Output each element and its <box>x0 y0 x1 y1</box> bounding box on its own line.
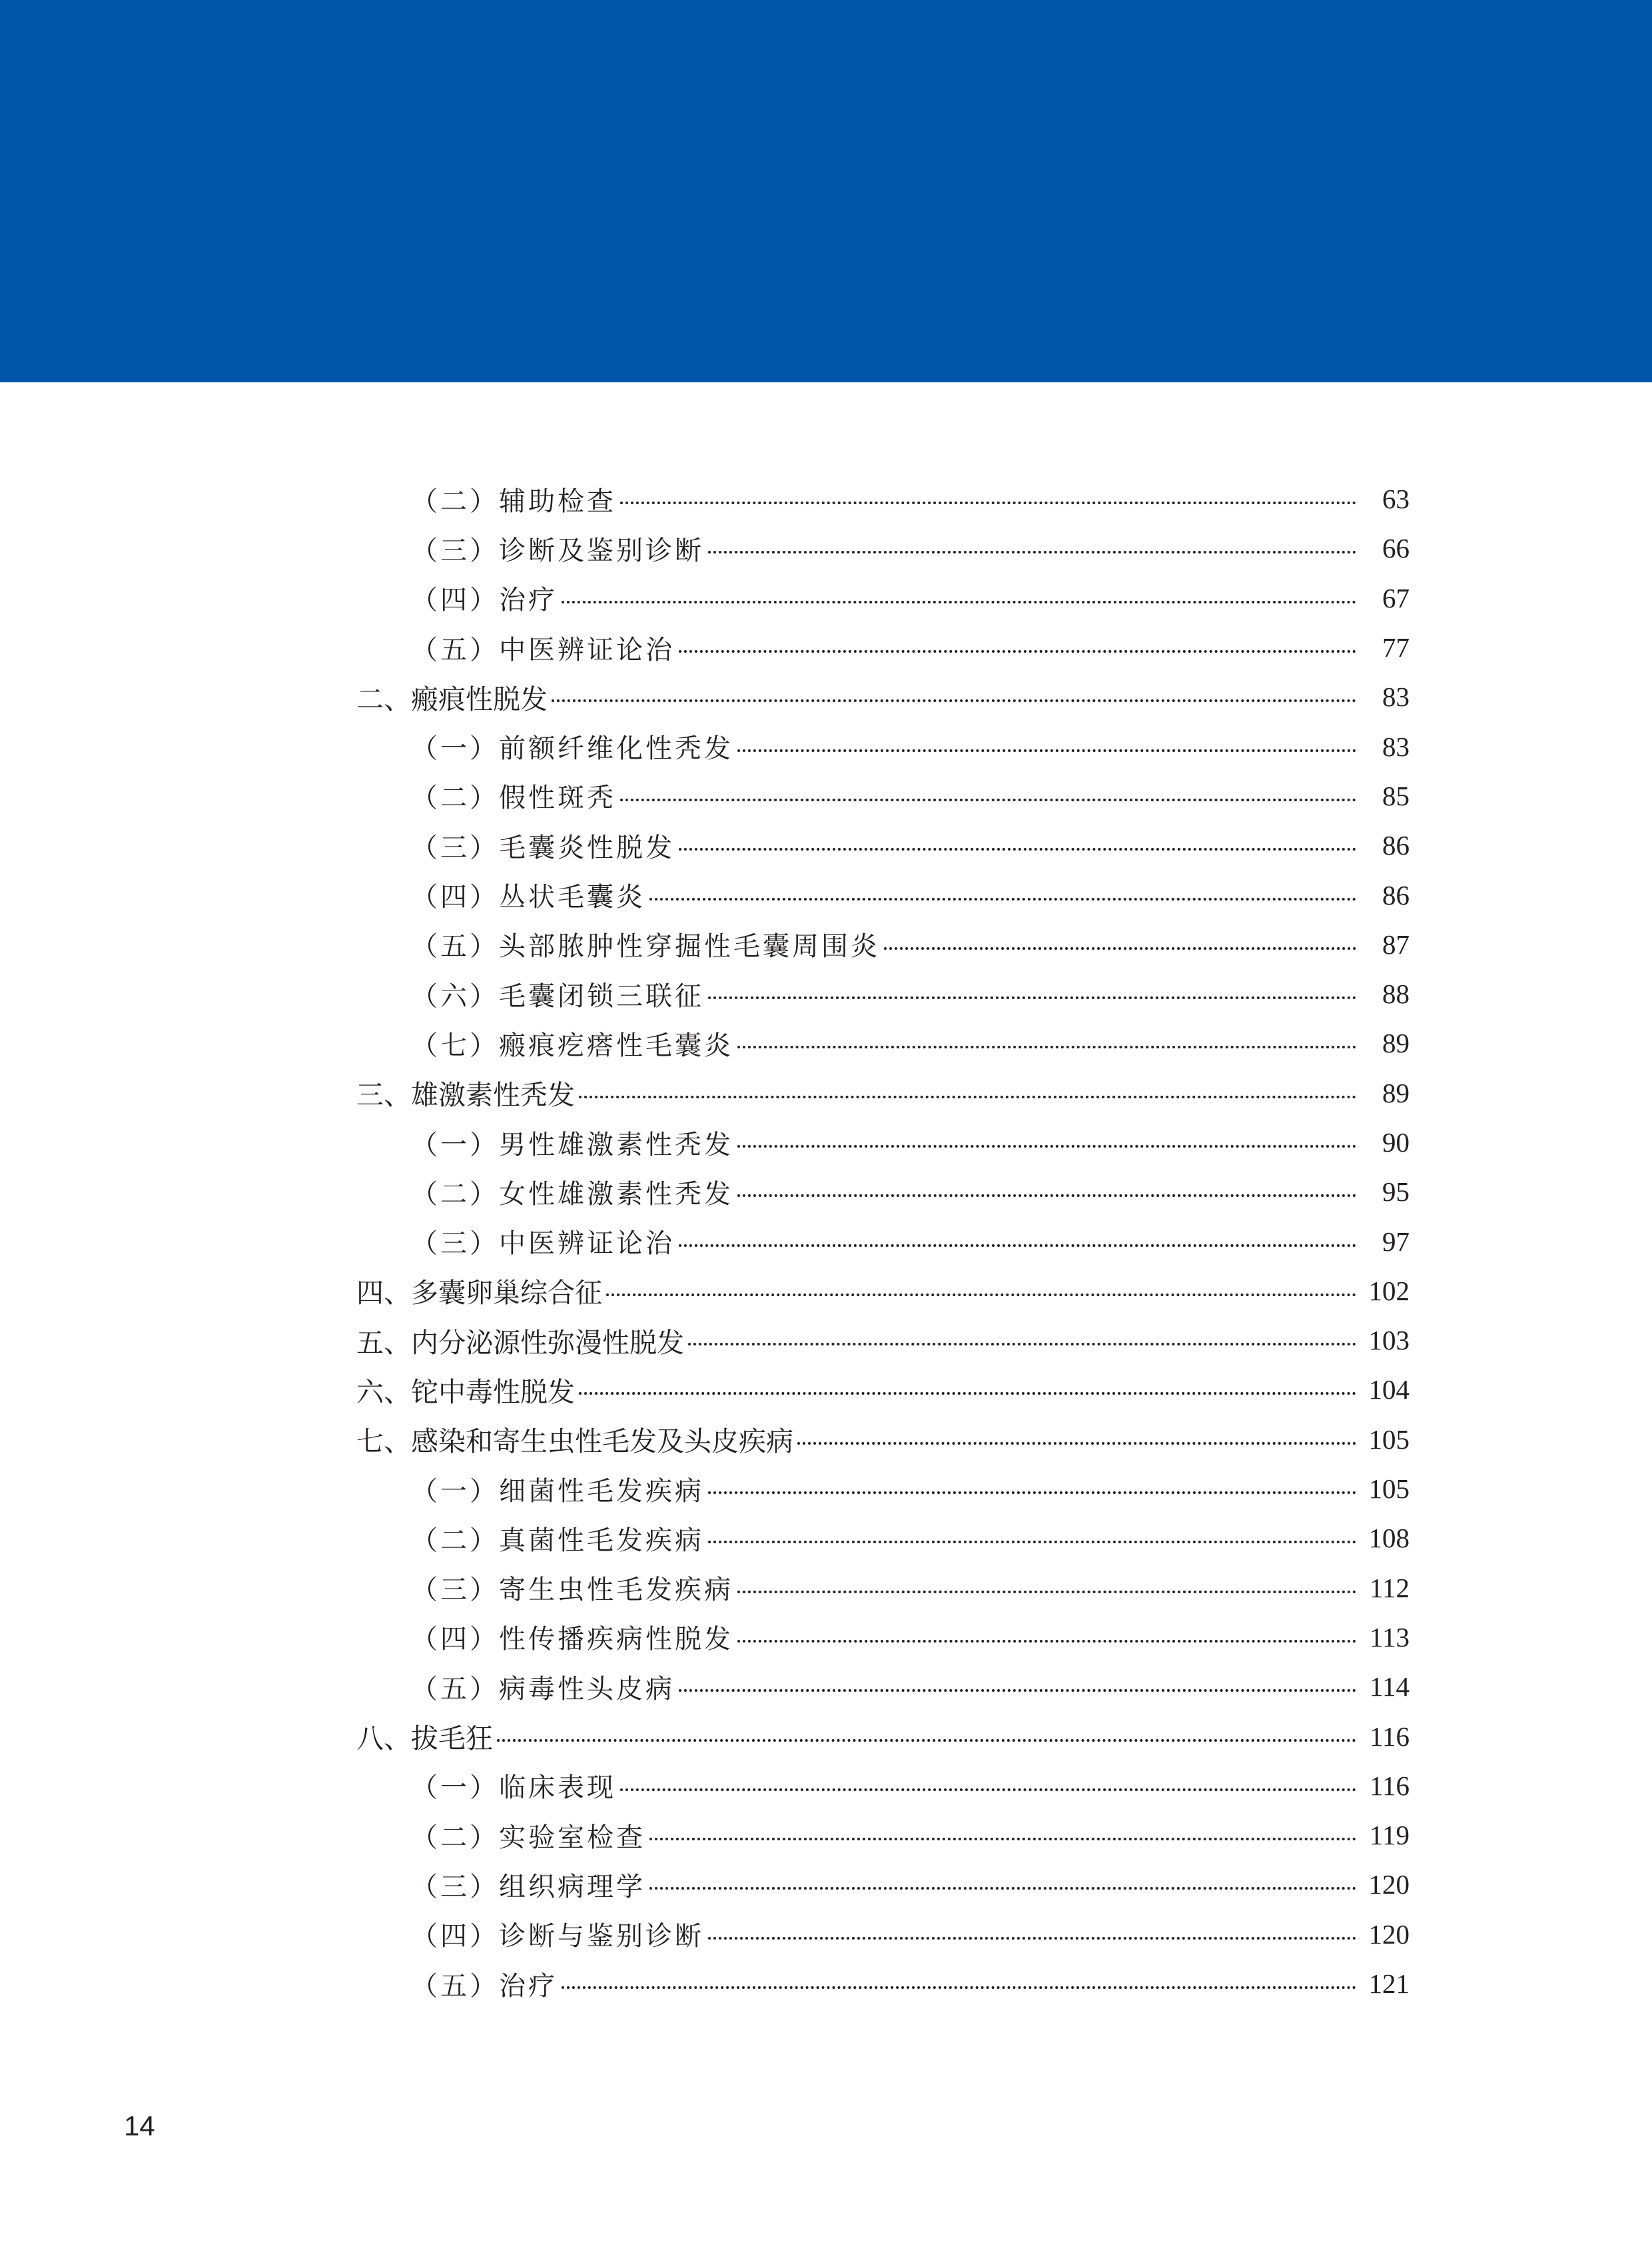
toc-dot-leader <box>708 1937 1356 1940</box>
toc-entry-page: 105 <box>1368 1473 1410 1505</box>
toc-entry-title: （二）女性雄激素性秃发 <box>411 1178 733 1210</box>
toc-entry-page: 66 <box>1382 533 1410 564</box>
toc-entry-title: （二）辅助检查 <box>411 486 616 517</box>
toc-entry-page: 89 <box>1382 1077 1410 1108</box>
toc-entry-page: 86 <box>1382 879 1410 911</box>
toc-entry-page: 95 <box>1382 1176 1410 1208</box>
toc-dot-leader <box>884 947 1356 950</box>
toc-entry-page: 89 <box>1382 1028 1410 1059</box>
toc-dot-leader <box>552 699 1356 702</box>
toc-section-entry <box>0 1068 1652 1118</box>
toc-entry-title: （四）诊断与鉴别诊断 <box>411 1921 704 1952</box>
toc-subsection-entry <box>0 573 1652 623</box>
toc-entry-page: 116 <box>1370 1770 1410 1801</box>
toc-dot-leader <box>562 1986 1356 1989</box>
toc-subsection-entry <box>0 870 1652 919</box>
toc-dot-leader <box>737 749 1356 752</box>
toc-section-entry <box>0 1365 1652 1414</box>
toc-entry-title: （一）临床表现 <box>411 1772 616 1804</box>
toc-dot-leader <box>620 502 1356 504</box>
toc-subsection-entry <box>0 1910 1652 1959</box>
toc-dot-leader <box>688 1343 1356 1345</box>
toc-subsection-entry <box>0 1860 1652 1909</box>
toc-subsection-entry <box>0 1464 1652 1513</box>
toc-entry-title: （七）瘢痕疙瘩性毛囊炎 <box>411 1030 733 1061</box>
toc-subsection-entry <box>0 771 1652 821</box>
toc-entry-title: （四）治疗 <box>411 585 558 616</box>
toc-entry-page: 83 <box>1382 681 1410 713</box>
toc-dot-leader <box>679 1689 1356 1692</box>
toc-entry-title: （六）毛囊闭锁三联征 <box>411 980 704 1012</box>
toc-dot-leader <box>708 1541 1356 1543</box>
table-of-contents <box>0 474 1652 2008</box>
toc-entry-page: 113 <box>1370 1621 1410 1653</box>
toc-entry-title: （一）细菌性毛发疾病 <box>411 1475 704 1507</box>
toc-dot-leader <box>737 1145 1356 1148</box>
toc-entry-title: （二）假性斑秃 <box>411 783 616 814</box>
toc-dot-leader <box>620 1788 1356 1791</box>
toc-entry-title: 三、雄激素性秃发 <box>356 1079 575 1112</box>
toc-entry-page: 104 <box>1368 1374 1410 1405</box>
toc-entry-page: 85 <box>1382 780 1410 811</box>
toc-entry-title: （五）病毒性头皮病 <box>411 1673 675 1704</box>
toc-subsection-entry <box>0 1613 1652 1662</box>
toc-subsection-entry <box>0 1959 1652 2008</box>
toc-dot-leader <box>737 1046 1356 1048</box>
toc-dot-leader <box>708 996 1356 999</box>
toc-entry-page: 103 <box>1368 1325 1410 1356</box>
toc-section-entry <box>0 1266 1652 1315</box>
toc-subsection-entry <box>0 1216 1652 1266</box>
toc-entry-page: 114 <box>1370 1671 1410 1702</box>
toc-entry-title: （二）真菌性毛发疾病 <box>411 1525 704 1556</box>
toc-dot-leader <box>679 650 1356 653</box>
toc-subsection-entry <box>0 1761 1652 1810</box>
toc-entry-title: 五、内分泌源性弥漫性脱发 <box>356 1326 684 1359</box>
toc-entry-title: （三）组织病理学 <box>411 1871 645 1902</box>
toc-dot-leader <box>579 1392 1356 1395</box>
toc-subsection-entry <box>0 969 1652 1018</box>
toc-entry-title: （三）毛囊炎性脱发 <box>411 832 675 863</box>
toc-entry-title: （四）丛状毛囊炎 <box>411 882 645 913</box>
toc-subsection-entry <box>0 474 1652 524</box>
toc-subsection-entry <box>0 1118 1652 1167</box>
toc-entry-title: （三）寄生虫性毛发疾病 <box>411 1575 733 1606</box>
toc-entry-title: （五）治疗 <box>411 1970 558 2002</box>
toc-dot-leader <box>620 799 1356 801</box>
toc-dot-leader <box>579 1096 1356 1098</box>
toc-entry-title: 四、多囊卵巢综合征 <box>356 1277 602 1309</box>
toc-entry-title: （四）性传播疾病性脱发 <box>411 1624 733 1655</box>
toc-entry-page: 97 <box>1382 1226 1410 1257</box>
toc-subsection-entry <box>0 1167 1652 1216</box>
toc-dot-leader <box>708 1491 1356 1494</box>
toc-dot-leader <box>737 1194 1356 1197</box>
toc-dot-leader <box>497 1739 1356 1742</box>
toc-dot-leader <box>649 1838 1356 1840</box>
toc-subsection-entry <box>0 1563 1652 1613</box>
toc-entry-page: 63 <box>1382 484 1410 515</box>
header-banner <box>0 0 1652 382</box>
toc-entry-page: 120 <box>1368 1869 1410 1900</box>
toc-dot-leader <box>797 1442 1356 1445</box>
toc-entry-title: （三）诊断及鉴别诊断 <box>411 535 704 566</box>
toc-dot-leader <box>606 1294 1356 1296</box>
toc-entry-page: 83 <box>1382 731 1410 762</box>
toc-entry-title: （一）男性雄激素性秃发 <box>411 1129 733 1160</box>
toc-entry-page: 88 <box>1382 978 1410 1010</box>
toc-entry-page: 77 <box>1382 632 1410 663</box>
toc-section-entry <box>0 672 1652 721</box>
toc-subsection-entry <box>0 1662 1652 1711</box>
toc-dot-leader <box>737 1640 1356 1643</box>
toc-entry-page: 87 <box>1382 929 1410 960</box>
toc-subsection-entry <box>0 1018 1652 1068</box>
toc-dot-leader <box>562 601 1356 603</box>
toc-subsection-entry <box>0 821 1652 870</box>
toc-dot-leader <box>649 898 1356 901</box>
toc-section-entry <box>0 1711 1652 1760</box>
toc-entry-page: 105 <box>1368 1423 1410 1455</box>
toc-subsection-entry <box>0 920 1652 969</box>
toc-entry-page: 102 <box>1368 1275 1410 1306</box>
toc-entry-page: 116 <box>1370 1720 1410 1752</box>
toc-entry-title: 七、感染和寄生虫性毛发及头皮疾病 <box>356 1425 793 1458</box>
toc-subsection-entry <box>0 623 1652 672</box>
toc-entry-page: 86 <box>1382 830 1410 861</box>
toc-section-entry <box>0 1315 1652 1365</box>
toc-entry-page: 112 <box>1370 1572 1410 1603</box>
toc-subsection-entry <box>0 524 1652 573</box>
toc-entry-title: （一）前额纤维化性秃发 <box>411 733 733 765</box>
toc-entry-page: 120 <box>1368 1918 1410 1950</box>
toc-dot-leader <box>708 551 1356 554</box>
toc-entry-title: 六、铊中毒性脱发 <box>356 1375 575 1408</box>
toc-subsection-entry <box>0 1513 1652 1563</box>
toc-entry-page: 108 <box>1368 1523 1410 1554</box>
toc-entry-title: （五）头部脓肿性穿掘性毛囊周围炎 <box>411 931 880 962</box>
toc-entry-title: （三）中医辨证论治 <box>411 1228 675 1260</box>
toc-subsection-entry <box>0 1810 1652 1860</box>
toc-dot-leader <box>679 848 1356 851</box>
toc-entry-page: 119 <box>1370 1820 1410 1851</box>
toc-dot-leader <box>679 1244 1356 1247</box>
toc-entry-title: 二、瘢痕性脱发 <box>356 683 548 715</box>
page-number: 14 <box>124 2110 155 2141</box>
toc-entry-page: 121 <box>1368 1968 1410 2000</box>
toc-dot-leader <box>737 1591 1356 1593</box>
toc-section-entry <box>0 1415 1652 1464</box>
toc-entry-title: （五）中医辨证论治 <box>411 634 675 665</box>
toc-subsection-entry <box>0 721 1652 771</box>
toc-entry-page: 90 <box>1382 1127 1410 1158</box>
toc-entry-title: （二）实验室检查 <box>411 1822 645 1853</box>
toc-entry-title: 八、拔毛狂 <box>356 1722 493 1755</box>
toc-dot-leader <box>649 1887 1356 1890</box>
toc-entry-page: 67 <box>1382 582 1410 613</box>
